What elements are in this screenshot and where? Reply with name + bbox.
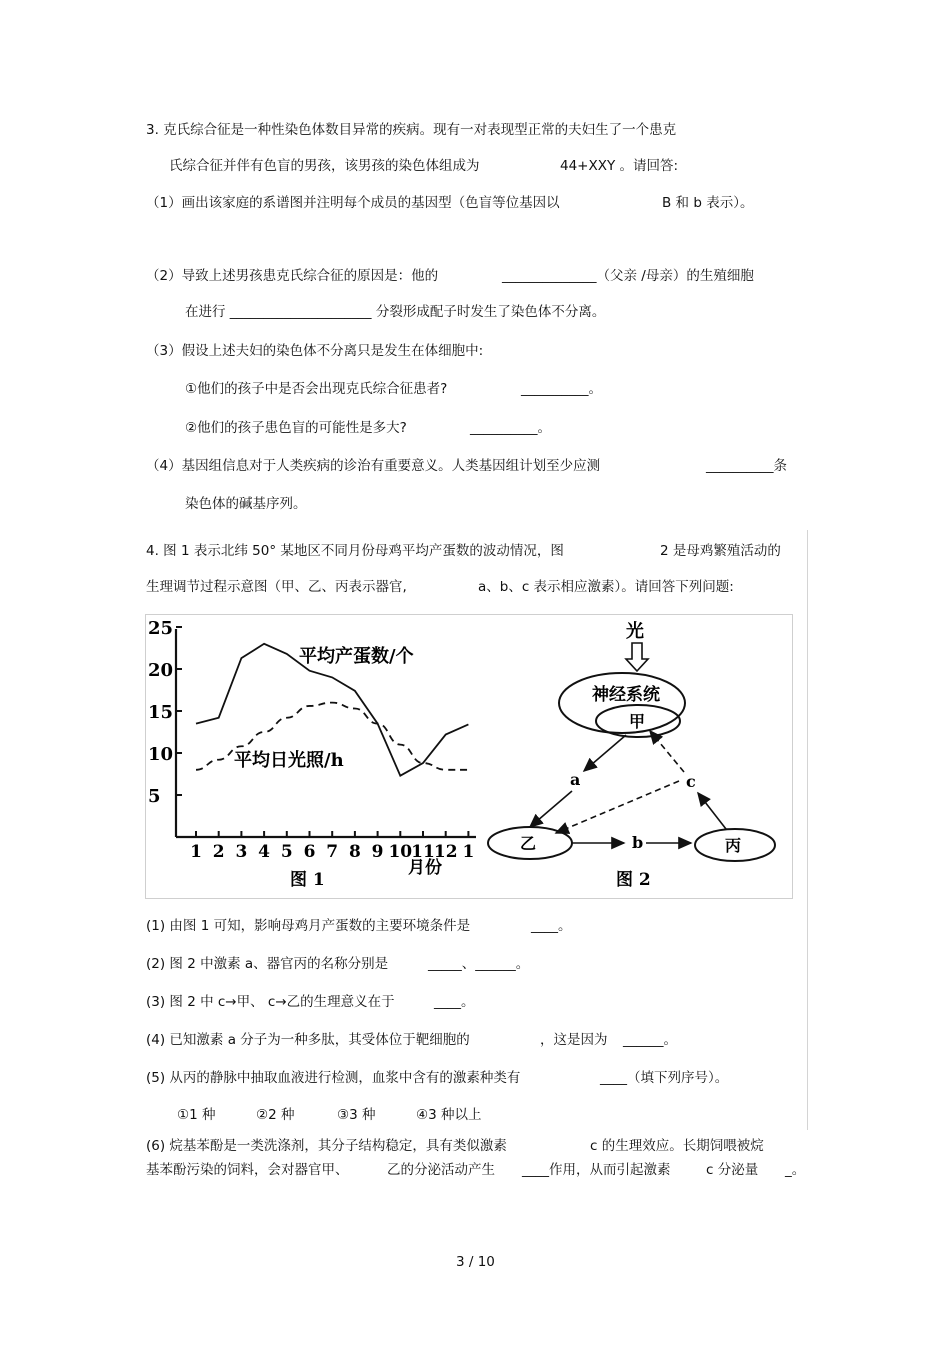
q4-option-4: ④3 种以上 [416, 1107, 482, 1123]
y-tick-label: 20 [148, 660, 174, 681]
page-number: 3 / 10 [456, 1254, 495, 1270]
hormone-b-label: b [632, 833, 644, 852]
q4-part-7e: _。 [785, 1162, 806, 1178]
q3-line-9b: __________条 [706, 458, 787, 474]
q3-line-10: 染色体的碱基序列。 [185, 496, 307, 512]
organ-jia-label: 甲 [629, 712, 646, 731]
organ-yi-label: 乙 [520, 834, 537, 853]
x-tick-label: 11 [411, 842, 435, 862]
q4-part-7d: c 分泌量 [706, 1162, 759, 1178]
light-arrow-icon [626, 643, 648, 671]
figure-box [145, 614, 793, 899]
arrow-a-to-yi [530, 791, 572, 827]
q3-line-2a: 氏综合征并伴有色盲的男孩，该男孩的染色体组成为 [169, 158, 480, 174]
q3-line-4b: ______________（父亲 /母亲）的生殖细胞 [502, 268, 754, 284]
x-tick-label: 10 [388, 842, 413, 862]
x-tick-label: 4 [258, 842, 271, 862]
q4-part-4b: ，这是因为 [540, 1032, 608, 1048]
x-tick-label: 3 [235, 842, 248, 862]
q4-part-5a: (5) 从丙的静脉中抽取血液进行检测，血浆中含有的激素种类有 [146, 1070, 521, 1086]
x-axis-label: 月份 [408, 858, 442, 878]
y-tick-label: 15 [148, 702, 174, 723]
q3-line-3a: （1）画出该家庭的系谱图并注明每个成员的基因型（色盲等位基因以 [146, 195, 560, 211]
nervous-system-label: 神经系统 [592, 685, 660, 705]
q4-line-1a: 4. 图 1 表示北纬 50° 某地区不同月份母鸡平均产蛋数的波动情况，图 [146, 543, 564, 559]
figure1-caption: 图 1 [290, 870, 325, 890]
q4-part-6a: (6) 烷基苯酚是一类洗涤剂，其分子结构稳定，具有类似激素 [146, 1138, 507, 1154]
q4-part-2a: (2) 图 2 中激素 a、器官丙的名称分别是 [146, 956, 389, 972]
q4-line-2b: a、b、c 表示相应激素）。请回答下列问题: [478, 579, 734, 595]
x-tick-label: 6 [303, 842, 316, 862]
x-tick-label: 12 [433, 842, 458, 862]
x-tick-label: 9 [371, 842, 384, 862]
q4-part-5b: ____（填下列序号）。 [600, 1070, 729, 1086]
q4-part-1b: ____。 [531, 918, 572, 934]
q3-line-1: 3. 克氏综合征是一种性染色体数目异常的疾病。现有一对表现型正常的夫妇生了一个患克 [146, 122, 677, 138]
q4-line-1b: 2 是母鸡繁殖活动的 [660, 543, 781, 559]
margin-line [807, 530, 808, 1130]
q3-line-4a: （2）导致上述男孩患克氏综合征的原因是：他的 [146, 268, 439, 284]
y-tick-label: 5 [148, 786, 161, 807]
x-tick-label: 7 [326, 842, 339, 862]
x-tick-label: 5 [280, 842, 293, 862]
light-series-label: 平均日光照/h [234, 750, 344, 771]
q3-line-7a: ①他们的孩子中是否会出现克氏综合征患者? [185, 381, 448, 397]
q3-line-2b: 44+XXY 。请回答: [560, 158, 679, 174]
q3-line-8a: ②他们的孩子患色盲的可能性是多大? [185, 420, 407, 436]
y-tick-label: 10 [148, 744, 174, 765]
figures-svg [146, 615, 792, 898]
q4-option-1: ①1 种 [177, 1107, 216, 1123]
q4-part-7a: 基苯酚污染的饲料，会对器官甲、 [146, 1162, 349, 1178]
y-tick-label: 25 [148, 618, 174, 639]
light-label: 光 [626, 621, 644, 642]
q4-part-6b: c 的生理效应。长期饲喂被烷 [590, 1138, 764, 1154]
q4-part-7b: 乙的分泌活动产生 [387, 1162, 495, 1178]
q4-part-2b: _____、______。 [428, 956, 530, 972]
q3-line-9a: （4）基因组信息对于人类疾病的诊治有重要意义。人类基因组计划至少应测 [146, 458, 601, 474]
x-tick-label: 8 [348, 842, 361, 862]
eggs-series-label: 平均产蛋数/个 [299, 646, 414, 667]
q3-line-5: 在进行 _____________________ 分裂形成配子时发生了染色体不分离。 [185, 304, 606, 320]
figure2-caption: 图 2 [616, 870, 651, 890]
q4-part-4c: ______。 [623, 1032, 677, 1048]
x-tick-label: 2 [212, 842, 225, 862]
organ-bing-label: 丙 [725, 836, 742, 855]
q4-part-3a: (3) 图 2 中 c→甲、 c→乙的生理意义在于 [146, 994, 395, 1010]
hormone-a-label: a [570, 770, 581, 789]
q4-part-1a: (1) 由图 1 可知，影响母鸡月产蛋数的主要环境条件是 [146, 918, 471, 934]
q4-line-2a: 生理调节过程示意图（甲、乙、丙表示器官, [146, 579, 407, 595]
arrow-bing-to-c [698, 793, 726, 829]
q4-part-3b: ____。 [434, 994, 475, 1010]
q3-line-3b: B 和 b 表示）。 [662, 195, 754, 211]
arrow-jia-to-a [584, 735, 626, 771]
q4-part-7c: ____作用，从而引起激素 [522, 1162, 671, 1178]
q3-line-6: （3）假设上述夫妇的染色体不分离只是发生在体细胞中: [146, 343, 484, 359]
q3-line-7b: __________。 [521, 381, 602, 397]
x-tick-label: 1 [190, 842, 202, 862]
arrow-c-to-jia [650, 731, 684, 772]
q3-line-8b: __________。 [470, 420, 551, 436]
hormone-c-label: c [686, 772, 696, 791]
q4-option-2: ②2 种 [256, 1107, 295, 1123]
x-tick-label: 1 [462, 842, 475, 862]
q4-part-4a: (4) 已知激素 a 分子为一种多肽，其受体位于靶细胞的 [146, 1032, 470, 1048]
q4-option-3: ③3 种 [337, 1107, 376, 1123]
